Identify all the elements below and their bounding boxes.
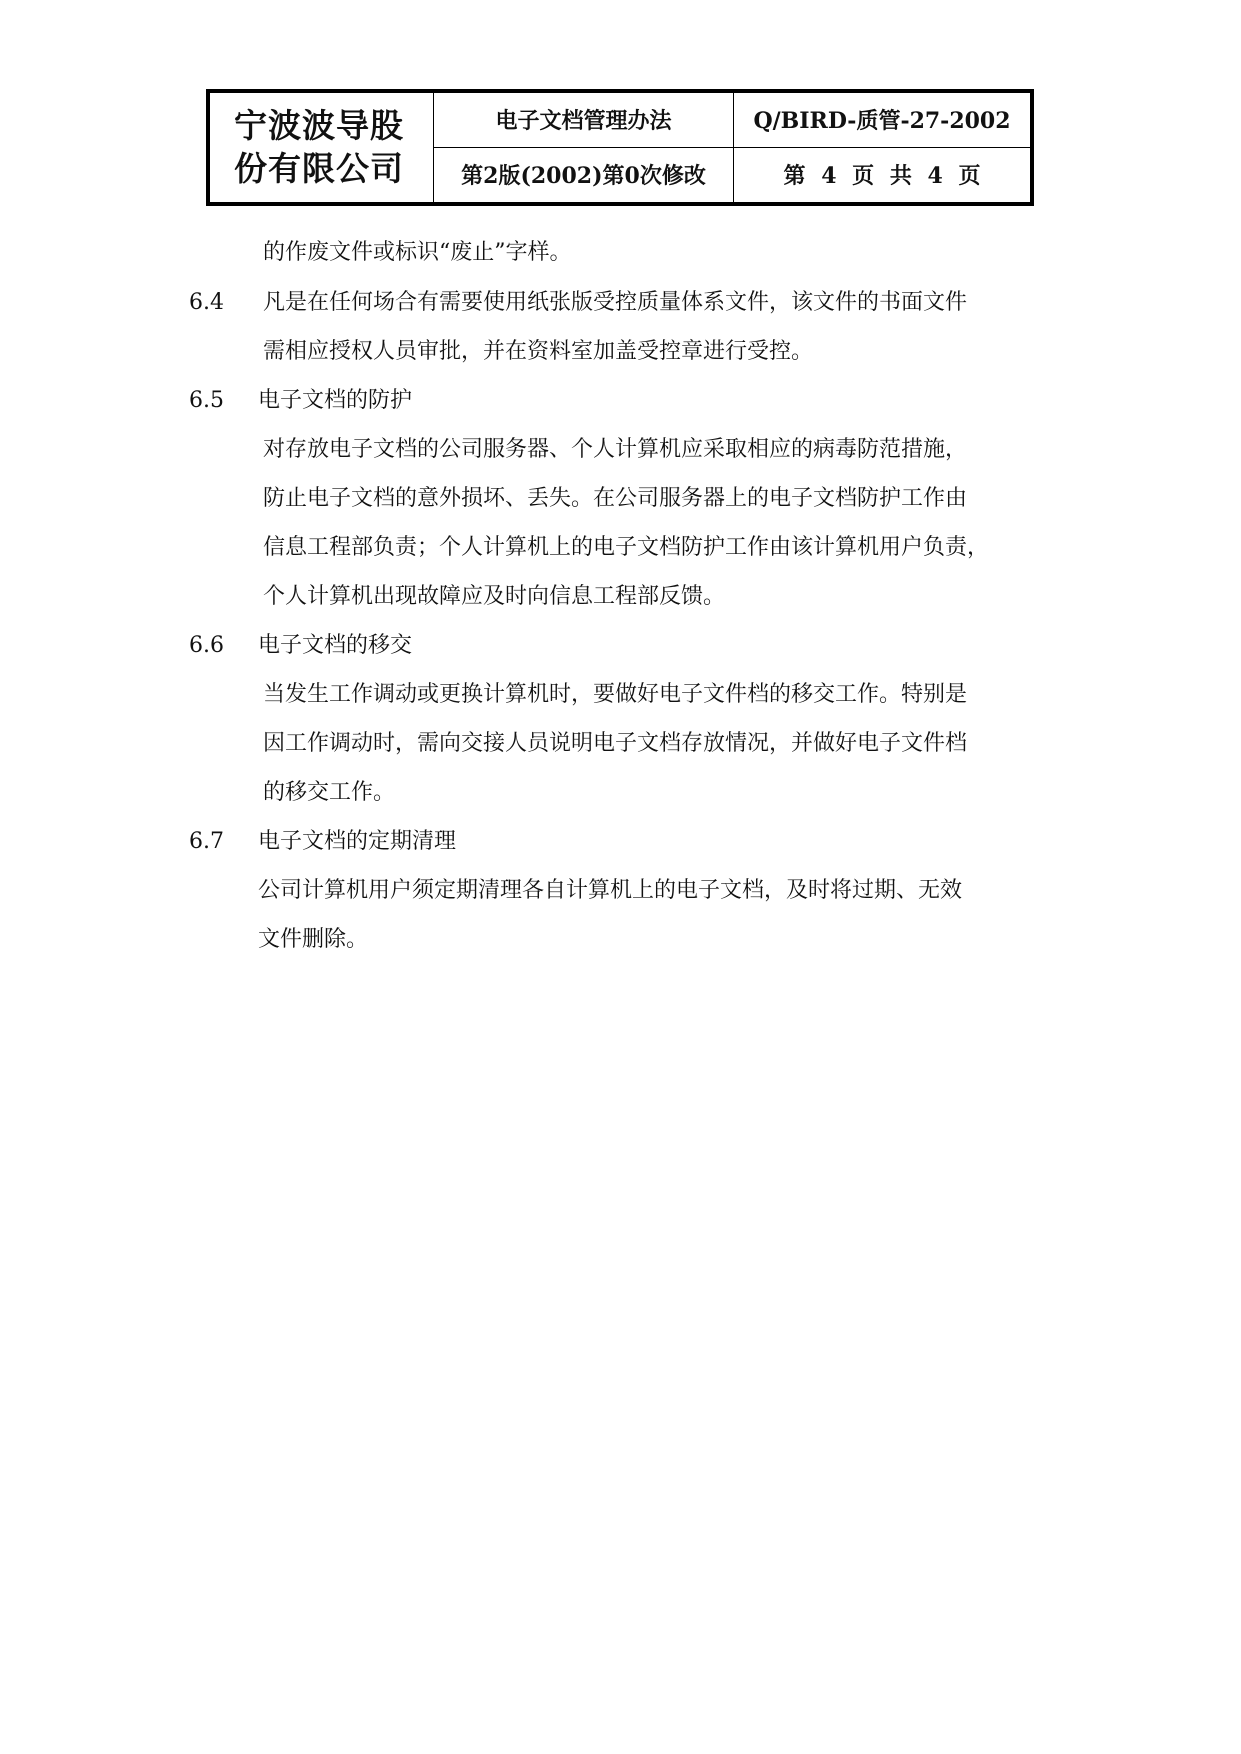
section-6-7-heading: 电子文档的定期清理 xyxy=(258,829,457,854)
document-title: 电子文档管理办法 xyxy=(434,93,734,148)
section-6-5-line-3: 信息工程部负责；个人计算机上的电子文档防护工作由该计算机用户负责， xyxy=(263,535,990,560)
section-6-5-line-2: 防止电子文档的意外损坏、丢失。在公司服务器上的电子文档防护工作由 xyxy=(263,486,968,511)
section-number-6-4: 6.4 xyxy=(189,290,224,315)
section-number-6-5: 6.5 xyxy=(189,388,224,413)
section-6-5-line-4: 个人计算机出现故障应及时向信息工程部反馈。 xyxy=(263,584,726,609)
section-6-5-heading: 电子文档的防护 xyxy=(258,388,413,413)
section-6-6-line-3: 的移交工作。 xyxy=(263,780,396,805)
document-version: 第2版(2002)第0次修改 xyxy=(434,148,734,203)
section-6-5-line-1: 对存放电子文档的公司服务器、个人计算机应采取相应的病毒防范措施， xyxy=(263,437,968,462)
section-number-6-6: 6.6 xyxy=(189,633,224,658)
company-name-line1: 宁波波导股 xyxy=(234,105,404,145)
document-code: Q/BIRD-质管-27-2002 xyxy=(734,93,1030,148)
company-name xyxy=(210,93,434,202)
section-6-4-line-1: 凡是在任何场合有需要使用纸张版受控质量体系文件，该文件的书面文件 xyxy=(263,290,968,315)
section-6-6-line-2: 因工作调动时，需向交接人员说明电子文档存放情况，并做好电子文件档 xyxy=(263,731,968,756)
section-number-6-7: 6.7 xyxy=(189,829,224,854)
section-6-6-line-1: 当发生工作调动或更换计算机时，要做好电子文件档的移交工作。特别是 xyxy=(263,682,968,707)
section-6-7-line-1: 公司计算机用户须定期清理各自计算机上的电子文档，及时将过期、无效 xyxy=(258,878,963,903)
section-6-4-line-2: 需相应授权人员审批，并在资料室加盖受控章进行受控。 xyxy=(263,339,814,364)
company-name-line2: 份有限公司 xyxy=(234,148,404,188)
continuation-line: 的作废文件或标识“废止”字样。 xyxy=(263,240,572,265)
page-number: 第 4 页 共 4 页 xyxy=(783,163,981,190)
section-6-7-line-2: 文件删除。 xyxy=(258,927,369,952)
document-header-table xyxy=(206,89,1034,206)
section-6-6-heading: 电子文档的移交 xyxy=(258,633,413,658)
